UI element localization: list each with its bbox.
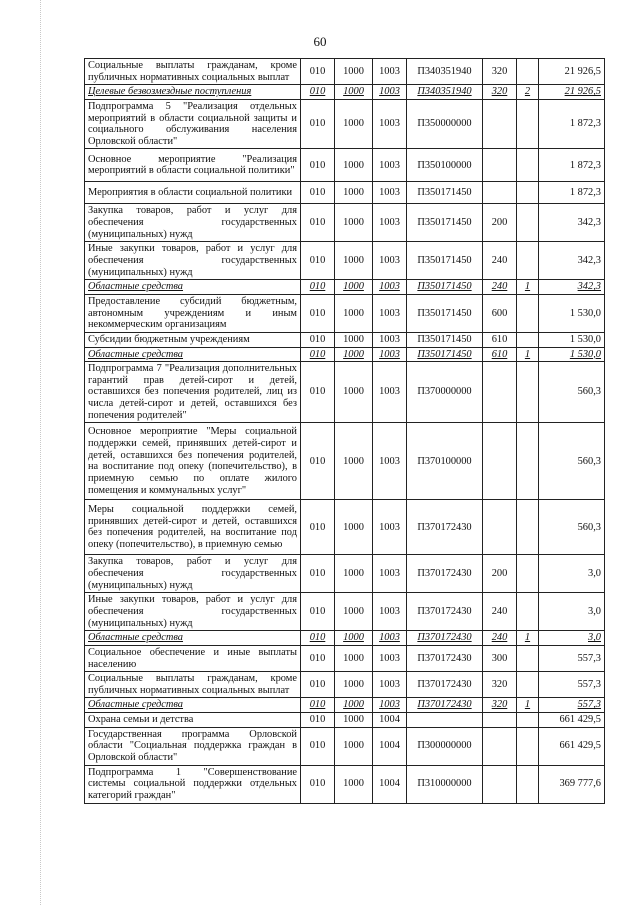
- table-row: [85, 332, 605, 347]
- row-funding-source-cell: [517, 362, 539, 423]
- row-amount-cell: 1 872,3: [539, 149, 605, 182]
- row-funding-source-cell: [517, 672, 539, 698]
- row-ministry-code-cell: 010: [301, 423, 335, 500]
- row-target-article-cell: П370172430: [407, 631, 483, 646]
- row-target-article-cell: П370172430: [407, 645, 483, 671]
- row-section-code-cell: 1000: [335, 765, 373, 803]
- row-funding-source-cell: [517, 423, 539, 500]
- table-row: [85, 727, 605, 765]
- row-ministry-code-cell: 010: [301, 645, 335, 671]
- row-section-code-cell: 1000: [335, 698, 373, 713]
- row-section-code-cell: 1000: [335, 631, 373, 646]
- row-expense-type-cell: [483, 362, 517, 423]
- row-funding-source-cell: [517, 294, 539, 332]
- row-expense-type-cell: 320: [483, 59, 517, 85]
- row-funding-source-cell: [517, 555, 539, 593]
- row-section-code-cell: 1000: [335, 672, 373, 698]
- row-target-article-cell: П350100000: [407, 149, 483, 182]
- row-name-cell: Областные средства: [85, 631, 301, 646]
- row-expense-type-cell: [483, 149, 517, 182]
- row-expense-type-cell: 240: [483, 631, 517, 646]
- row-amount-cell: 1 530,0: [539, 347, 605, 362]
- row-subsection-code-cell: 1003: [373, 182, 407, 204]
- row-subsection-code-cell: 1004: [373, 713, 407, 728]
- row-name-cell: Социальное обеспечение и иные выплаты населению: [85, 645, 301, 671]
- row-amount-cell: 560,3: [539, 423, 605, 500]
- row-target-article-cell: П370172430: [407, 672, 483, 698]
- row-funding-source-cell: [517, 713, 539, 728]
- table-row: [85, 182, 605, 204]
- row-amount-cell: 21 926,5: [539, 85, 605, 100]
- row-expense-type-cell: 240: [483, 593, 517, 631]
- table-row: [85, 593, 605, 631]
- table-row: [85, 85, 605, 100]
- row-name-cell: Меры социальной поддержки семей, принявших детей-сирот и детей, оставшихся без попечения родителей, на воспитание под опеку (попечительство), в приемную семью: [85, 500, 301, 555]
- row-name-cell: Предоставление субсидий бюджетным, автономным учреждениям и иным некоммерческим организациям: [85, 294, 301, 332]
- row-target-article-cell: П350171450: [407, 242, 483, 280]
- row-expense-type-cell: 600: [483, 294, 517, 332]
- table-row: [85, 672, 605, 698]
- row-funding-source-cell: [517, 99, 539, 149]
- row-subsection-code-cell: 1003: [373, 332, 407, 347]
- row-expense-type-cell: [483, 765, 517, 803]
- row-expense-type-cell: 610: [483, 332, 517, 347]
- row-name-cell: Иные закупки товаров, работ и услуг для обеспечения государственных (муниципальных) нужд: [85, 593, 301, 631]
- table-row: [85, 500, 605, 555]
- page-number: 60: [313, 34, 327, 49]
- row-ministry-code-cell: 010: [301, 99, 335, 149]
- row-section-code-cell: 1000: [335, 362, 373, 423]
- row-expense-type-cell: [483, 727, 517, 765]
- row-amount-cell: 661 429,5: [539, 713, 605, 728]
- row-subsection-code-cell: 1003: [373, 645, 407, 671]
- row-target-article-cell: П370000000: [407, 362, 483, 423]
- row-amount-cell: 369 777,6: [539, 765, 605, 803]
- table-row: [85, 347, 605, 362]
- row-ministry-code-cell: 010: [301, 280, 335, 295]
- row-name-cell: Охрана семьи и детства: [85, 713, 301, 728]
- row-ministry-code-cell: 010: [301, 59, 335, 85]
- row-subsection-code-cell: 1003: [373, 59, 407, 85]
- table-row: [85, 59, 605, 85]
- row-ministry-code-cell: 010: [301, 555, 335, 593]
- row-section-code-cell: 1000: [335, 280, 373, 295]
- row-funding-source-cell: [517, 765, 539, 803]
- row-funding-source-cell: 1: [517, 280, 539, 295]
- row-amount-cell: 1 530,0: [539, 294, 605, 332]
- budget-table: [84, 58, 605, 804]
- table-row: [85, 99, 605, 149]
- row-name-cell: Областные средства: [85, 347, 301, 362]
- row-funding-source-cell: 1: [517, 631, 539, 646]
- row-funding-source-cell: [517, 593, 539, 631]
- row-target-article-cell: П370172430: [407, 593, 483, 631]
- row-name-cell: Иные закупки товаров, работ и услуг для обеспечения государственных (муниципальных) нужд: [85, 242, 301, 280]
- row-amount-cell: 1 872,3: [539, 99, 605, 149]
- row-subsection-code-cell: 1003: [373, 362, 407, 423]
- row-target-article-cell: П370100000: [407, 423, 483, 500]
- row-funding-source-cell: 1: [517, 698, 539, 713]
- row-name-cell: Областные средства: [85, 280, 301, 295]
- row-amount-cell: 560,3: [539, 500, 605, 555]
- row-section-code-cell: 1000: [335, 204, 373, 242]
- row-ministry-code-cell: 010: [301, 698, 335, 713]
- table-row: [85, 204, 605, 242]
- row-amount-cell: 661 429,5: [539, 727, 605, 765]
- row-expense-type-cell: 300: [483, 645, 517, 671]
- row-subsection-code-cell: 1003: [373, 593, 407, 631]
- row-subsection-code-cell: 1003: [373, 555, 407, 593]
- row-subsection-code-cell: 1003: [373, 242, 407, 280]
- row-expense-type-cell: 200: [483, 204, 517, 242]
- row-target-article-cell: П300000000: [407, 727, 483, 765]
- row-subsection-code-cell: 1003: [373, 672, 407, 698]
- row-target-article-cell: П350171450: [407, 280, 483, 295]
- row-subsection-code-cell: 1003: [373, 85, 407, 100]
- row-section-code-cell: 1000: [335, 347, 373, 362]
- row-name-cell: Подпрограмма 1 "Совершенствование системы социальной поддержки отдельных категорий граждан": [85, 765, 301, 803]
- table-body: [85, 59, 605, 804]
- row-name-cell: Субсидии бюджетным учреждениям: [85, 332, 301, 347]
- row-subsection-code-cell: 1004: [373, 765, 407, 803]
- row-section-code-cell: 1000: [335, 149, 373, 182]
- row-name-cell: Основное мероприятие "Реализация мероприятий в области социальной политики": [85, 149, 301, 182]
- row-amount-cell: 342,3: [539, 242, 605, 280]
- row-funding-source-cell: [517, 149, 539, 182]
- row-ministry-code-cell: 010: [301, 85, 335, 100]
- row-name-cell: Мероприятия в области социальной политики: [85, 182, 301, 204]
- row-amount-cell: 1 530,0: [539, 332, 605, 347]
- row-ministry-code-cell: 010: [301, 294, 335, 332]
- row-subsection-code-cell: 1003: [373, 500, 407, 555]
- row-ministry-code-cell: 010: [301, 347, 335, 362]
- row-ministry-code-cell: 010: [301, 242, 335, 280]
- table-row: [85, 280, 605, 295]
- table-row: [85, 698, 605, 713]
- row-target-article-cell: П340351940: [407, 85, 483, 100]
- row-ministry-code-cell: 010: [301, 500, 335, 555]
- row-target-article-cell: П310000000: [407, 765, 483, 803]
- row-amount-cell: 342,3: [539, 204, 605, 242]
- row-name-cell: Социальные выплаты гражданам, кроме публичных нормативных социальных выплат: [85, 59, 301, 85]
- row-subsection-code-cell: 1003: [373, 423, 407, 500]
- row-target-article-cell: П350171450: [407, 204, 483, 242]
- row-target-article-cell: [407, 713, 483, 728]
- row-expense-type-cell: 320: [483, 672, 517, 698]
- row-target-article-cell: П350000000: [407, 99, 483, 149]
- table-row: [85, 713, 605, 728]
- row-section-code-cell: 1000: [335, 59, 373, 85]
- row-target-article-cell: П350171450: [407, 347, 483, 362]
- row-target-article-cell: П350171450: [407, 332, 483, 347]
- table-row: [85, 242, 605, 280]
- row-funding-source-cell: [517, 182, 539, 204]
- row-ministry-code-cell: 010: [301, 204, 335, 242]
- row-funding-source-cell: [517, 242, 539, 280]
- row-funding-source-cell: [517, 204, 539, 242]
- row-subsection-code-cell: 1003: [373, 631, 407, 646]
- row-expense-type-cell: 240: [483, 242, 517, 280]
- row-subsection-code-cell: 1003: [373, 347, 407, 362]
- table-row: [85, 645, 605, 671]
- row-ministry-code-cell: 010: [301, 182, 335, 204]
- row-target-article-cell: П350171450: [407, 182, 483, 204]
- row-expense-type-cell: [483, 423, 517, 500]
- row-section-code-cell: 1000: [335, 713, 373, 728]
- row-funding-source-cell: [517, 645, 539, 671]
- row-funding-source-cell: [517, 727, 539, 765]
- row-amount-cell: 560,3: [539, 362, 605, 423]
- row-ministry-code-cell: 010: [301, 672, 335, 698]
- row-expense-type-cell: 200: [483, 555, 517, 593]
- row-subsection-code-cell: 1004: [373, 727, 407, 765]
- row-section-code-cell: 1000: [335, 242, 373, 280]
- table-row: [85, 362, 605, 423]
- row-ministry-code-cell: 010: [301, 593, 335, 631]
- row-funding-source-cell: [517, 332, 539, 347]
- row-amount-cell: 342,3: [539, 280, 605, 295]
- row-expense-type-cell: [483, 99, 517, 149]
- row-expense-type-cell: 320: [483, 85, 517, 100]
- row-ministry-code-cell: 010: [301, 362, 335, 423]
- row-funding-source-cell: 2: [517, 85, 539, 100]
- row-section-code-cell: 1000: [335, 645, 373, 671]
- row-subsection-code-cell: 1003: [373, 99, 407, 149]
- row-amount-cell: 21 926,5: [539, 59, 605, 85]
- row-section-code-cell: 1000: [335, 99, 373, 149]
- row-target-article-cell: П370172430: [407, 555, 483, 593]
- row-target-article-cell: П370172430: [407, 698, 483, 713]
- row-amount-cell: 3,0: [539, 593, 605, 631]
- row-name-cell: Государственная программа Орловской области "Социальная поддержка граждан в Орловской области": [85, 727, 301, 765]
- row-ministry-code-cell: 010: [301, 332, 335, 347]
- margin-dotted-line: [40, 0, 41, 905]
- row-amount-cell: 557,3: [539, 672, 605, 698]
- row-ministry-code-cell: 010: [301, 727, 335, 765]
- row-subsection-code-cell: 1003: [373, 698, 407, 713]
- row-section-code-cell: 1000: [335, 727, 373, 765]
- row-name-cell: Подпрограмма 5 "Реализация отдельных мероприятий в области социальной защиты и социального обслуживания населения Орловской области": [85, 99, 301, 149]
- row-subsection-code-cell: 1003: [373, 294, 407, 332]
- row-subsection-code-cell: 1003: [373, 204, 407, 242]
- row-expense-type-cell: [483, 500, 517, 555]
- table-row: [85, 423, 605, 500]
- row-amount-cell: 557,3: [539, 698, 605, 713]
- table-row: [85, 294, 605, 332]
- row-amount-cell: 557,3: [539, 645, 605, 671]
- row-name-cell: Социальные выплаты гражданам, кроме публичных нормативных социальных выплат: [85, 672, 301, 698]
- row-subsection-code-cell: 1003: [373, 280, 407, 295]
- row-target-article-cell: П340351940: [407, 59, 483, 85]
- row-section-code-cell: 1000: [335, 500, 373, 555]
- row-ministry-code-cell: 010: [301, 149, 335, 182]
- row-name-cell: Областные средства: [85, 698, 301, 713]
- row-funding-source-cell: [517, 500, 539, 555]
- row-target-article-cell: П350171450: [407, 294, 483, 332]
- row-name-cell: Закупка товаров, работ и услуг для обеспечения государственных (муниципальных) нужд: [85, 555, 301, 593]
- row-subsection-code-cell: 1003: [373, 149, 407, 182]
- row-amount-cell: 1 872,3: [539, 182, 605, 204]
- row-expense-type-cell: 610: [483, 347, 517, 362]
- row-target-article-cell: П370172430: [407, 500, 483, 555]
- row-expense-type-cell: 240: [483, 280, 517, 295]
- table-row: [85, 149, 605, 182]
- row-name-cell: Закупка товаров, работ и услуг для обеспечения государственных (муниципальных) нужд: [85, 204, 301, 242]
- row-section-code-cell: 1000: [335, 593, 373, 631]
- row-section-code-cell: 1000: [335, 294, 373, 332]
- table-row: [85, 631, 605, 646]
- row-section-code-cell: 1000: [335, 85, 373, 100]
- row-section-code-cell: 1000: [335, 423, 373, 500]
- row-ministry-code-cell: 010: [301, 713, 335, 728]
- row-expense-type-cell: [483, 713, 517, 728]
- row-amount-cell: 3,0: [539, 631, 605, 646]
- row-funding-source-cell: [517, 59, 539, 85]
- row-section-code-cell: 1000: [335, 182, 373, 204]
- row-funding-source-cell: 1: [517, 347, 539, 362]
- row-amount-cell: 3,0: [539, 555, 605, 593]
- row-ministry-code-cell: 010: [301, 631, 335, 646]
- row-expense-type-cell: [483, 182, 517, 204]
- row-expense-type-cell: 320: [483, 698, 517, 713]
- row-name-cell: Основное мероприятие "Меры социальной поддержки семей, принявших детей-сирот и детей, оставшихся без попечения родителей, на воспитание под опеку (попечительство), в приемную семью по оплате жилого помещения и коммунальных услуг": [85, 423, 301, 500]
- table-row: [85, 555, 605, 593]
- row-section-code-cell: 1000: [335, 555, 373, 593]
- table-row: [85, 765, 605, 803]
- row-section-code-cell: 1000: [335, 332, 373, 347]
- row-name-cell: Подпрограмма 7 "Реализация дополнительных гарантий прав детей-сирот и детей, оставшихся без попечения родителей, лиц из числа детей-сирот и детей, оставшихся без попечения родителей": [85, 362, 301, 423]
- row-name-cell: Целевые безвозмездные поступления: [85, 85, 301, 100]
- row-ministry-code-cell: 010: [301, 765, 335, 803]
